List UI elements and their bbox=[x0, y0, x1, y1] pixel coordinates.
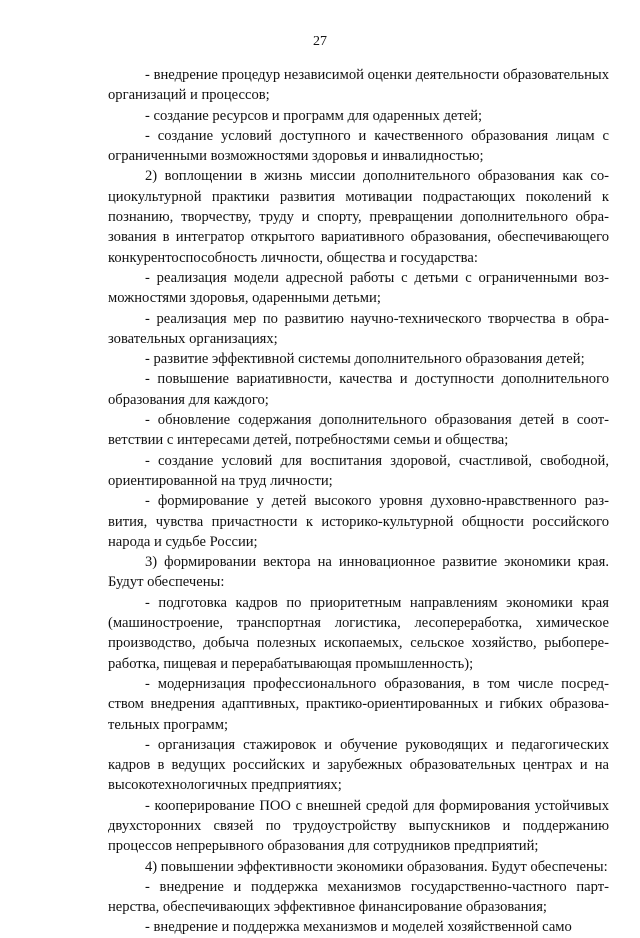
list-item-accessible-education: - создание условий доступного и качественного образования лицам с ограниченными возможностями здоровья и инвалидностью; bbox=[108, 127, 609, 165]
list-item-economic-self-sufficiency: - внедрение и поддержка механизмов и моделей хозяйственной само bbox=[145, 919, 572, 936]
numbered-point-4: 4) повышении эффективности экономики образования. Будут обеспечены: bbox=[145, 858, 608, 875]
list-item-effective-system: - развитие эффективной системы дополнительного образования детей; bbox=[145, 351, 585, 368]
list-item-vocational-modernization: - модернизация профессионального образования, в том числе посредством внедрения адаптивных, практико-ориентированных и гибких образовательных программ; bbox=[108, 675, 609, 733]
numbered-point-3: 3) формировании вектора на инновационное развитие экономики края. Будут обеспечены: bbox=[108, 554, 609, 591]
body-text bbox=[108, 65, 609, 938]
list-item-personnel-training: - подготовка кадров по приоритетным направлениям экономики края (машиностроение, транспортная логистика, лесопереработка, химическое производство, добыча полезных ископаемых, сельское хозяйство, рыбопереработка, пищевая и перерабатывающая промышленность); bbox=[108, 594, 609, 672]
list-item-independent-assessment: - внедрение процедур независимой оценки деятельности образовательных организаций и процессов; bbox=[108, 67, 609, 104]
list-item-cooperation: - кооперирование ПОО с внешней средой для формирования устойчивых двухсторонних связей по трудоустройству выпускников и поддержанию процессов непрерывного образования для сотрудников предприятий; bbox=[108, 797, 609, 855]
list-item-technical-creativity: - реализация мер по развитию научно-технического творчества в образовательных организациях; bbox=[108, 310, 609, 347]
numbered-point-2: 2) воплощении в жизнь миссии дополнительного образования как социокультурной практики развития мотивации подрастающих поколений к познанию, творчеству, труду и спорту, превращении дополнительного образования в интегратор открытого вариативного образования, обеспечивающего конкурентоспособность личности, общества и государства: bbox=[108, 168, 609, 266]
page-number: 27 bbox=[313, 34, 327, 49]
list-item-variability-quality: - повышение вариативности, качества и доступности дополнительного образования для каждого; bbox=[108, 371, 609, 408]
list-item-gifted-programs: - создание ресурсов и программ для одаренных детей; bbox=[145, 107, 483, 124]
list-item-upbringing-conditions: - создание условий для воспитания здоровой, счастливой, свободной, ориентированной на труд личности; bbox=[108, 452, 609, 489]
list-item-spiritual-moral: - формирование у детей высокого уровня духовно-нравственного развития, чувства причастности к историко-культурной общности российского народа и судьбе России; bbox=[108, 493, 609, 550]
list-item-internships: - организация стажировок и обучение руководящих и педагогических кадров в ведущих российских и зарубежных образовательных центрах и на высокотехнологичных предприятиях; bbox=[108, 736, 609, 794]
list-item-targeted-work-model: - реализация модели адресной работы с детьми с ограниченными возможностями здоровья, одаренными детьми; bbox=[108, 269, 609, 307]
list-item-content-update: - обновление содержания дополнительного образования детей в соответствии с интересами детей, потребностями семьи и общества; bbox=[108, 412, 609, 449]
list-item-public-private-partnership: - внедрение и поддержка механизмов государственно-частного партнерства, обеспечивающих эффективное финансирование образования; bbox=[108, 878, 609, 916]
